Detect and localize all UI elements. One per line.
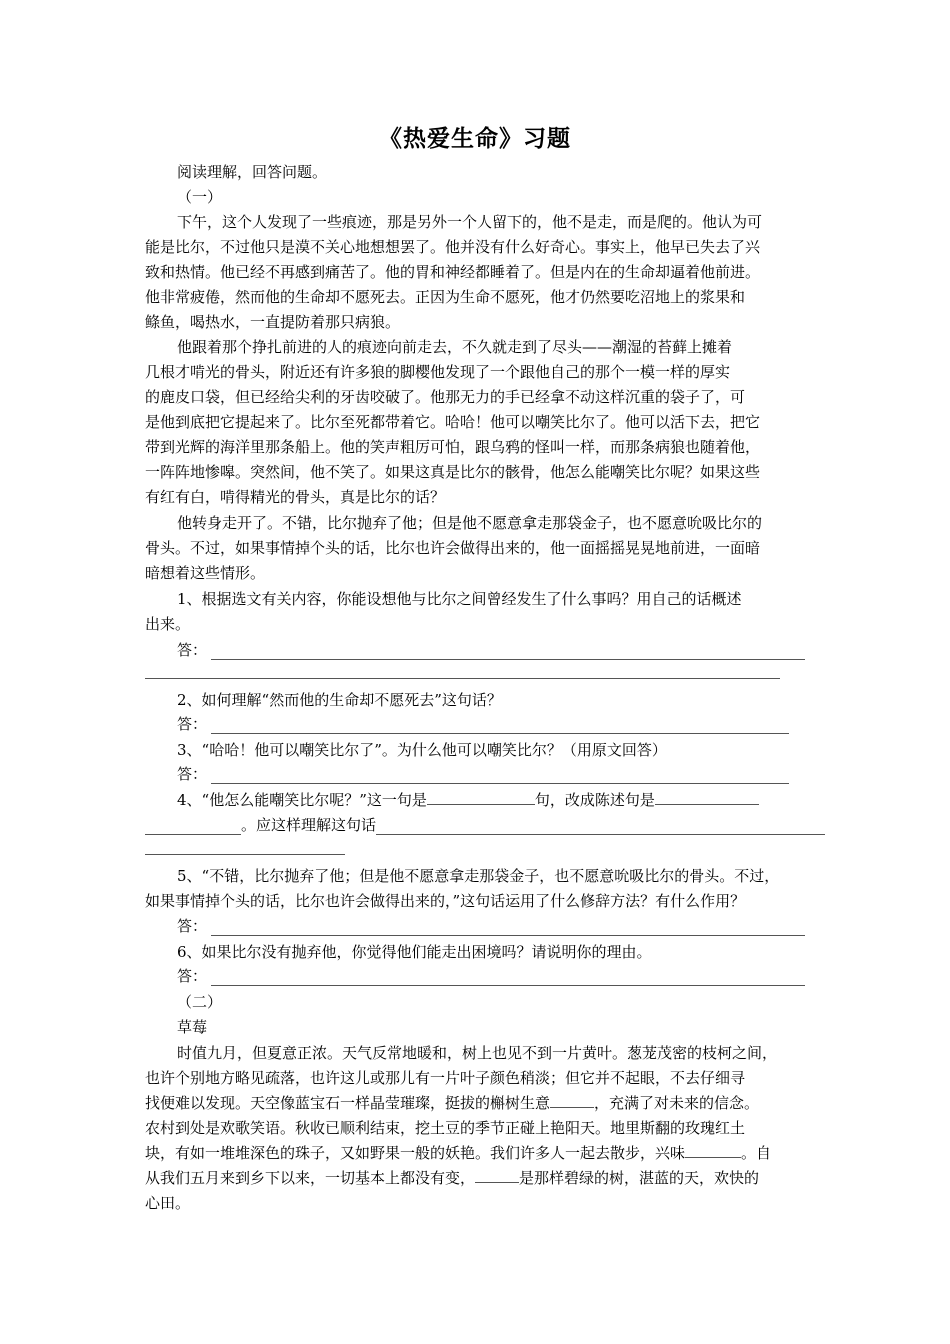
question-4-text: 。应这样理解这句话 — [241, 816, 377, 834]
passage-line: 带到光辉的海洋里那条船上。他的笑声粗厉可怕，跟乌鸦的怪叫一样，而那条病狼也随着他， — [145, 438, 761, 456]
answer-row-5 — [177, 916, 805, 936]
passage-line: 致和热情。他已经不再感到痛苦了。他的胃和神经都睡着了。但是内在的生命却逼着他前进。 — [145, 263, 761, 281]
passage-line: 他转身走开了。不错，比尔抛弃了他；但是他不愿意拿走那袋金子，也不愿意吮吸比尔的 — [177, 514, 763, 532]
question-5: 5、“不错，比尔抛弃了他；但是他不愿意拿走那袋金子，也不愿意吮吸比尔的骨头。不过， — [177, 867, 780, 885]
question-3: 3、“哈哈！他可以嘲笑比尔了”。为什么他可以嘲笑比尔？（用原文回答） — [177, 741, 667, 759]
fill-blank[interactable] — [685, 1143, 741, 1158]
passage-line: 他非常疲倦，然而他的生命却不愿死去。正因为生命不愿死，他才仍然要吃沼地上的浆果和 — [145, 288, 746, 306]
answer-label: 答： — [177, 917, 208, 935]
answer-row-2 — [177, 714, 789, 734]
answer-blank[interactable] — [211, 769, 789, 784]
answer-blank[interactable] — [211, 921, 805, 936]
passage-line: 骨头。不过，如果事情掉个头的话，比尔也许会做得出来的，他一面摇摇晃晃地前进，一面暗 — [145, 539, 761, 557]
answer-label: 答： — [177, 967, 208, 985]
answer-blank[interactable] — [145, 664, 780, 679]
passage-text: 找便难以发现。天空像蓝宝石一样晶莹璀璨，挺拔的槲树生意 — [145, 1094, 551, 1112]
passage-line — [145, 1168, 825, 1188]
fill-blank[interactable] — [475, 1168, 519, 1183]
section-two-subtitle: 草莓 — [177, 1018, 208, 1036]
answer-row-3 — [177, 764, 789, 784]
question-2: 2、如何理解“然而他的生命却不愿死去”这句话？ — [177, 691, 502, 709]
passage-line: 下午，这个人发现了一些痕迹，那是另外一个人留下的，他不是走，而是爬的。他认为可 — [177, 213, 763, 231]
question-4-blank-row — [145, 840, 825, 860]
passage-line: 农村到处是欢歌笑语。秋收已顺利结束，挖土豆的季节正碰上艳阳天。地里斯翻的玫瑰红土 — [145, 1119, 746, 1137]
passage-line: 能是比尔，不过他只是漠不关心地想想罢了。他并没有什么好奇心。事实上，他早已失去了兴 — [145, 238, 761, 256]
answer-blank[interactable] — [145, 820, 241, 835]
passage-text: ，充满了对未来的信念。 — [594, 1094, 760, 1112]
passage-line: 暗想着这些情形。 — [145, 564, 266, 582]
answer-blank[interactable] — [211, 645, 805, 660]
question-4-cont — [145, 815, 825, 835]
instruction: 阅读理解，回答问题。 — [177, 163, 328, 181]
passage-line: 一阵阵地惨嗥。突然间，他不笑了。如果这真是比尔的骸骨，他怎么能嘲笑比尔呢？如果这些 — [145, 463, 761, 481]
passage-line: 的鹿皮口袋，但已经给尖利的牙齿咬破了。他那无力的手已经拿不动这样沉重的袋子了，可 — [145, 388, 746, 406]
answer-blank[interactable] — [145, 840, 345, 855]
answer-label: 答： — [177, 715, 208, 733]
question-5-cont: 如果事情掉个头的话，比尔也许会做得出来的，”这句话运用了什么修辞方法？有什么作用？ — [145, 892, 746, 910]
passage-line: 是他到底把它提起来了。比尔至死都带着它。哈哈！他可以嘲笑比尔了。他可以活下去，把它 — [145, 413, 761, 431]
section-one-heading: （一） — [177, 188, 223, 206]
question-4-text: 4、“他怎么能嘲笑比尔呢？”这一句是 — [177, 791, 427, 809]
question-1: 1、根据选文有关内容，你能设想他与比尔之间曾经发生了什么事吗？用自己的话概述 — [177, 590, 742, 608]
question-4 — [177, 790, 857, 810]
passage-line — [145, 1143, 825, 1163]
passage-line: 鲦鱼，喝热水，一直提防着那只病狼。 — [145, 313, 401, 331]
answer-label: 答： — [177, 765, 208, 783]
answer-blank[interactable] — [211, 719, 789, 734]
answer-blank[interactable] — [427, 790, 535, 805]
passage-line: 他跟着那个挣扎前进的人的痕迹向前走去，不久就走到了尽头——潮湿的苔藓上摊着 — [177, 338, 733, 356]
fill-blank[interactable] — [550, 1093, 594, 1108]
section-two-heading: （二） — [177, 993, 223, 1011]
answer-row-6 — [177, 966, 805, 986]
passage-line: 也许个别地方略见疏落，也许这儿或那儿有一片叶子颜色稍淡；但它并不起眼，不去仔细寻 — [145, 1069, 746, 1087]
passage-text: 块，有如一堆堆深色的珠子，又如野果一般的妖艳。我们许多人一起去散步，兴味 — [145, 1144, 686, 1162]
passage-text: 。自 — [741, 1144, 772, 1162]
answer-row-1 — [177, 640, 805, 660]
question-1-cont: 出来。 — [145, 615, 191, 633]
passage-line: 有红有白，啃得精光的骨头，真是比尔的话？ — [145, 488, 446, 506]
page-title: 《热爱生命》习题 — [379, 126, 571, 152]
passage-line: 时值九月，但夏意正浓。天气反常地暖和，树上也见不到一片黄叶。葱茏茂密的枝柯之间， — [177, 1044, 778, 1062]
answer-row-1b — [145, 664, 780, 684]
question-4-text: 句，改成陈述句是 — [534, 791, 655, 809]
answer-label: 答： — [177, 641, 208, 659]
passage-text: 是那样碧绿的树，湛蓝的天，欢快的 — [519, 1169, 760, 1187]
passage-line: 几根才啃光的骨头，附近还有许多狼的脚樱他发现了一个跟他自己的那个一模一样的厚实 — [145, 363, 731, 381]
answer-blank[interactable] — [376, 820, 825, 835]
answer-blank[interactable] — [655, 790, 759, 805]
passage-line — [145, 1093, 825, 1113]
passage-text: 从我们五月来到乡下以来，一切基本上都没有变， — [145, 1169, 476, 1187]
passage-line: 心田。 — [145, 1194, 191, 1212]
question-6: 6、如果比尔没有抛弃他，你觉得他们能走出困境吗？请说明你的理由。 — [177, 943, 652, 961]
answer-blank[interactable] — [211, 971, 805, 986]
